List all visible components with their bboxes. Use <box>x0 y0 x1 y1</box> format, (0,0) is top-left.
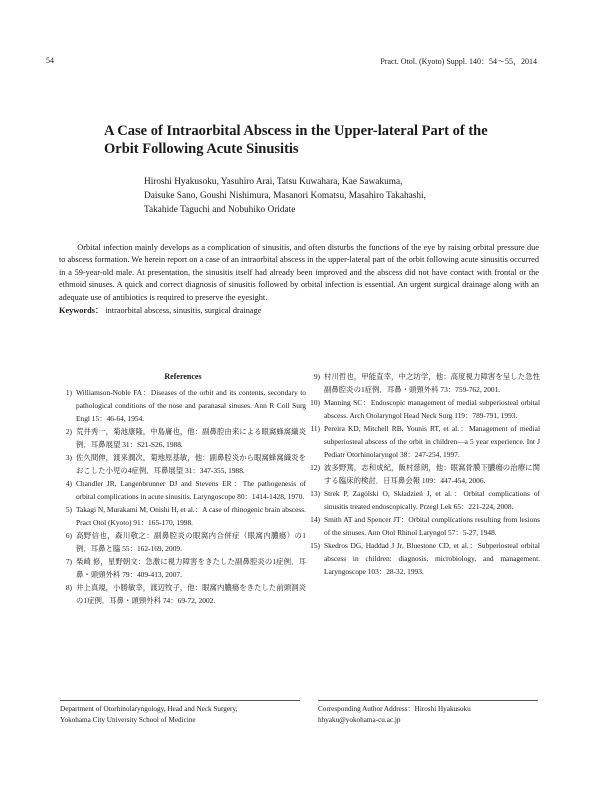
reference-text: Skedros DG, Haddad J Jr, Bluestone CD, et al.：Subperiosteal orbital abscess in children: diagnosis, microbiology, and management. Laryngoscope 103：28-32, 1993. <box>324 541 540 576</box>
reference-text: 波多野篤，志和成紀，飯村慈朗，他：眼窩骨膜下膿瘍の治療に関する臨床的検討．日耳鼻会報 109：447-454, 2006. <box>324 463 540 485</box>
footer-divider-right <box>318 700 538 701</box>
abstract <box>59 242 539 317</box>
reference-text: Pereira KD, Mitchell RB, Younis RT, et al.：Management of medial subperiosteal abscess of the orbit in children―a 5 year experience. Int J Pediatr Otorhinolaryngol 38：247-254, 1997. <box>324 424 540 459</box>
reference-number: 8) <box>65 583 72 592</box>
reference-number: 14) <box>310 515 320 524</box>
author-line: Hiroshi Hyakusoku, Yasuhiro Arai, Tatsu Kuwahara, Kae Sawakuma, <box>144 177 403 187</box>
reference-item <box>308 513 540 539</box>
reference-number: 11) <box>310 424 320 433</box>
reference-item <box>308 461 540 487</box>
affiliation-line: Yokohama City University School of Medicine <box>60 716 196 724</box>
affiliation <box>60 704 300 726</box>
reference-item <box>60 529 306 555</box>
reference-number: 3) <box>65 453 72 462</box>
reference-text: 井上真規，小勝敏幸，渡辺牧子，他：眼窩内膿瘍をきたした前頭洞炎の1症例．耳鼻・頭頸外科 74：69-72, 2002. <box>76 583 306 605</box>
reference-number: 9) <box>313 372 320 381</box>
reference-number: 5) <box>65 505 72 514</box>
reference-item <box>308 396 540 422</box>
reference-text: Smith AT and Spencer JT：Orbital complications resulting from lesions of the sinuses. Ann Otol Rhinol Laryngol 57：5-27, 1948. <box>324 515 540 537</box>
reference-text: 高野信也，森川敬之：副鼻腔炎の眼窩内合併症（眼窩内膿瘍）の1例．耳鼻と臨 55：162-169, 2009. <box>76 531 306 553</box>
reference-number: 13) <box>310 489 320 498</box>
footer-divider-left <box>60 700 300 701</box>
reference-text: Chandler JR, Langenbrunner DJ and Stevens ER：The pathogenesis of orbital complications in acute sinusitis. Laryngoscope 80：1414-1428, 1970. <box>76 479 306 501</box>
reference-item <box>60 555 306 581</box>
reference-number: 1) <box>65 388 72 397</box>
reference-item <box>60 451 306 477</box>
keywords-text: intraorbital abscess, sinusitis, surgical drainage <box>105 306 262 316</box>
keywords <box>59 305 539 317</box>
corresponding-author-email[interactable]: hhyaku@yokohama-cu.ac.jp <box>318 716 401 724</box>
reference-item <box>60 477 306 503</box>
reference-item <box>60 581 306 607</box>
author-line: Takahide Taguchi and Nobuhiko Oridate <box>144 205 296 215</box>
author-list <box>144 175 544 217</box>
reference-number: 7) <box>65 557 72 566</box>
page-number: 54 <box>46 56 54 65</box>
reference-number: 6) <box>65 531 72 540</box>
reference-number: 12) <box>310 463 320 472</box>
reference-item <box>308 487 540 513</box>
reference-item <box>308 539 540 578</box>
reference-item <box>308 370 540 396</box>
reference-item <box>60 503 306 529</box>
article-title: A Case of Intraorbital Abscess in the Upper-lateral Part of the Orbit Following Acute Sinusitis <box>104 123 488 157</box>
reference-number: 4) <box>65 479 72 488</box>
keywords-label: Keywords： <box>59 306 104 316</box>
reference-number: 10) <box>310 398 320 407</box>
reference-item <box>308 422 540 461</box>
corresponding-author-name: Corresponding Author Address：Hiroshi Hyakusoku <box>318 705 471 713</box>
references-right-column <box>308 370 540 578</box>
corresponding-author <box>318 704 538 726</box>
reference-text: Williamson-Noble FA：Diseases of the orbit and its contents, secondary to pathological conditions of the nose and paranasal sinuses. Ann R Coll Surg Engl 15：46-64, 1954. <box>76 388 306 423</box>
reference-text: 佐久間伸，渡来潤次，菊地原基敏，他：副鼻腔炎から眼窩蜂窩織炎をおこした小児の4症例．耳鼻展望 31：347-355, 1988. <box>76 453 306 475</box>
journal-citation: Pract. Otol. (Kyoto) Suppl. 140：54～55，2014 <box>380 57 537 66</box>
reference-text: 荒井秀一，菊池康隆，中島庸也，他：副鼻腔由来による眼窩蜂窩織炎例．耳鼻展望 31：S21-S26, 1988. <box>76 427 306 449</box>
reference-text: 村川哲也，甲能直幸，中之坊学，他：高度視力障害を呈した急性副鼻腔炎の1症例．耳鼻・頭頸外科 73：759-762, 2001. <box>324 372 540 394</box>
reference-text: Strek P, Zagólski O, Składzień J, et al.：Orbital complications of sinusitis treated endoscopically. Przegl Lek 65：221-224, 2008. <box>324 489 540 511</box>
abstract-text: Orbital infection mainly develops as a complication of sinusitis, and often disturbs the functions of the eye by raising orbital pressure due to abscess formation. We herein report on a case of an intraorbital abscess in the upper-lateral part of the orbit following acute sinusitis occurred in a 59-year-old male. At presentation, the sinusitis itself had already been improved and the abscess did not have contact with frontal or the ethmoid sinuses. A quick and correct diagnosis of sinusitis followed by orbital infection is essential. An urgent surgical drainage along with an adequate use of antibiotics is required to preserve the eyesight. <box>59 243 539 302</box>
affiliation-line: Department of Otorhinolaryngology, Head and Neck Surgery, <box>60 705 238 713</box>
reference-text: 柴崎 修，星野朝文：急激に視力障害をきたした副鼻腔炎の1症例．耳鼻・頭頸外科 79：409-413, 2007. <box>76 557 306 579</box>
author-line: Daisuke Sano, Goushi Nishimura, Masanori Komatsu, Masahiro Takahashi, <box>144 191 426 201</box>
reference-text: Takagi N, Murakami M, Onishi H, et al.：A case of rhinogenic brain abscess. Pract Otol (Kyoto) 91：165-170, 1998. <box>76 505 306 527</box>
reference-number: 2) <box>65 427 72 436</box>
reference-number: 15) <box>310 541 320 550</box>
reference-item <box>60 386 306 425</box>
references-left-column <box>60 370 306 607</box>
reference-text: Manning SC：Endoscopic management of medial subperiosteal orbital abscess. Arch Otolaryngol Head Neck Surg 119：789-791, 1993. <box>324 398 540 420</box>
references-heading: References <box>164 372 202 381</box>
reference-item <box>60 425 306 451</box>
